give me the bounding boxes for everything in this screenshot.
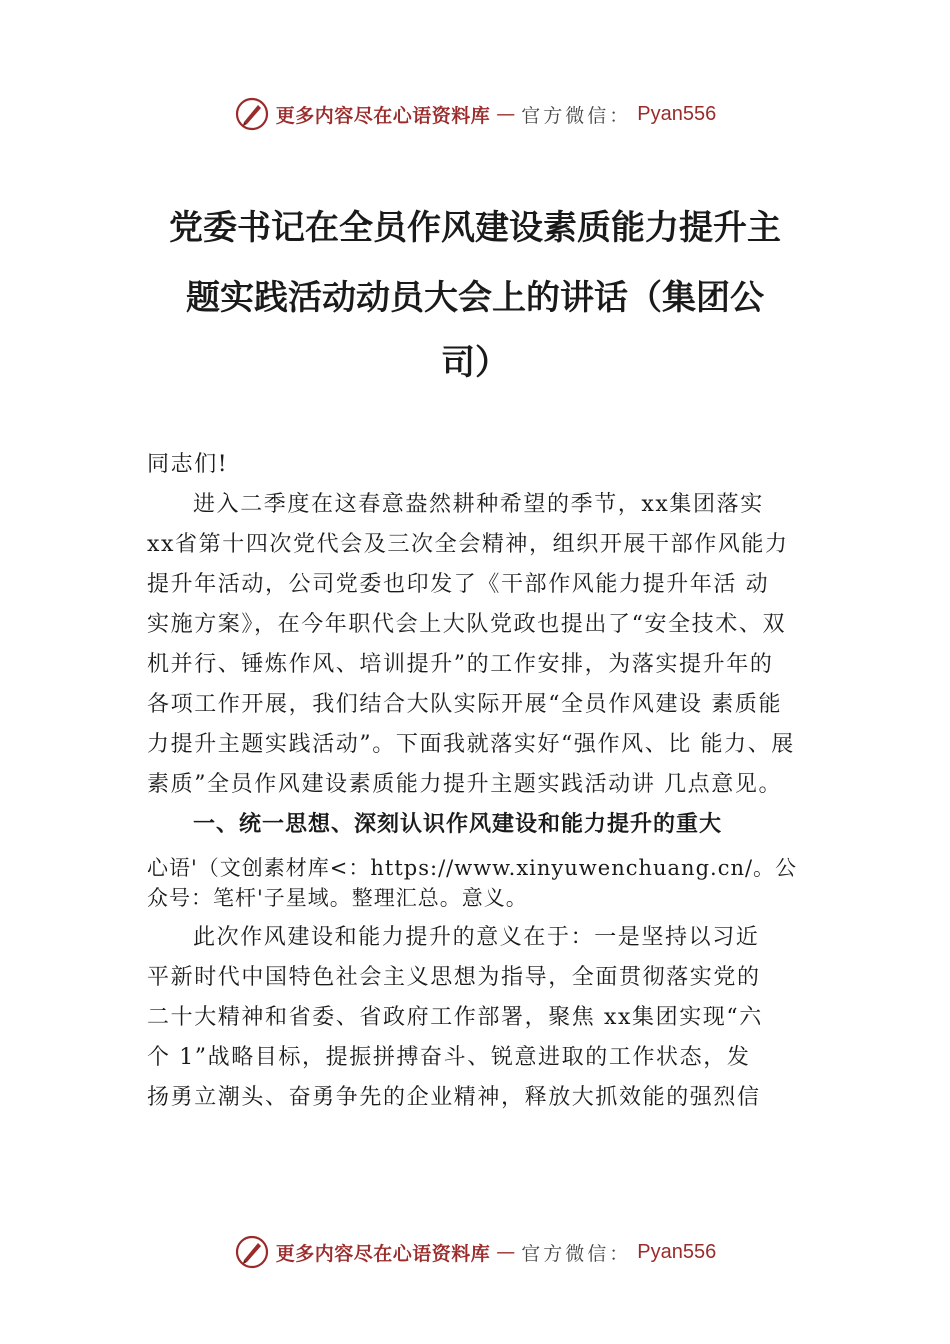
paragraph-line: 力提升主题实践活动”。下面我就落实好“强作风、比 能力、展	[147, 732, 795, 757]
document-title-line-1: 党委书记在全员作风建设素质能力提升主	[169, 208, 781, 248]
paragraph-line: 进入二季度在这春意盎然耕种希望的季节，xx集团落实	[193, 492, 764, 517]
banner-label: 官方微信：	[521, 104, 632, 127]
paragraph-line: 此次作风建设和能力提升的意义在于：一是坚持以习近	[193, 925, 760, 950]
greeting: 同志们!	[147, 452, 229, 477]
paragraph-line: 提升年活动，公司党委也印发了《干部作风能力提升年活 动	[147, 572, 770, 597]
banner-text: 更多内容尽在心语资料库	[275, 1242, 491, 1265]
paragraph-line: 实施方案》，在今年职代会上大队党政也提出了“安全技术、双	[147, 612, 787, 637]
paragraph-line: 二十大精神和省委、省政府工作部署，聚焦 xx集团实现“六	[147, 1005, 763, 1030]
source-note-line: 心语'（文创素材库<：https://www.xinyuwenchuang.cn/。公	[147, 856, 798, 880]
header-banner	[0, 94, 950, 134]
footer-banner	[0, 1232, 950, 1272]
document-title-line-3: 司）	[441, 343, 509, 383]
banner-separator: —	[496, 103, 516, 125]
pen-logo-icon	[234, 96, 270, 132]
paragraph-line: 机并行、锤炼作风、培训提升”的工作安排，为落实提升年的	[147, 652, 774, 677]
paragraph-line: 个 1”战略目标，提振拼搏奋斗、锐意进取的工作状态，发	[147, 1045, 751, 1070]
document-title-line-2: 题实践活动动员大会上的讲话（集团公	[186, 278, 764, 318]
banner-wechat-id: Pyan556	[637, 102, 717, 125]
banner-wechat-id: Pyan556	[637, 1240, 717, 1263]
banner-separator: —	[496, 1241, 516, 1263]
banner-text: 更多内容尽在心语资料库	[275, 104, 491, 127]
section-heading: 一、统一思想、深刻认识作风建设和能力提升的重大	[193, 812, 723, 837]
paragraph-line: xx省第十四次党代会及三次全会精神，组织开展干部作风能力	[147, 532, 789, 557]
source-note-line: 众号：笔杆'子星域。整理汇总。意义。	[147, 886, 528, 910]
paragraph-line: 各项工作开展，我们结合大队实际开展“全员作风建设 素质能	[147, 692, 783, 717]
paragraph-line: 扬勇立潮头、奋勇争先的企业精神，释放大抓效能的强烈信	[147, 1085, 761, 1110]
paragraph-line: 平新时代中国特色社会主义思想为指导，全面贯彻落实党的	[147, 965, 761, 990]
pen-logo-icon	[234, 1234, 270, 1270]
banner-label: 官方微信：	[521, 1242, 632, 1265]
paragraph-line: 素质”全员作风建设素质能力提升主题实践活动讲 几点意见。	[147, 772, 783, 797]
